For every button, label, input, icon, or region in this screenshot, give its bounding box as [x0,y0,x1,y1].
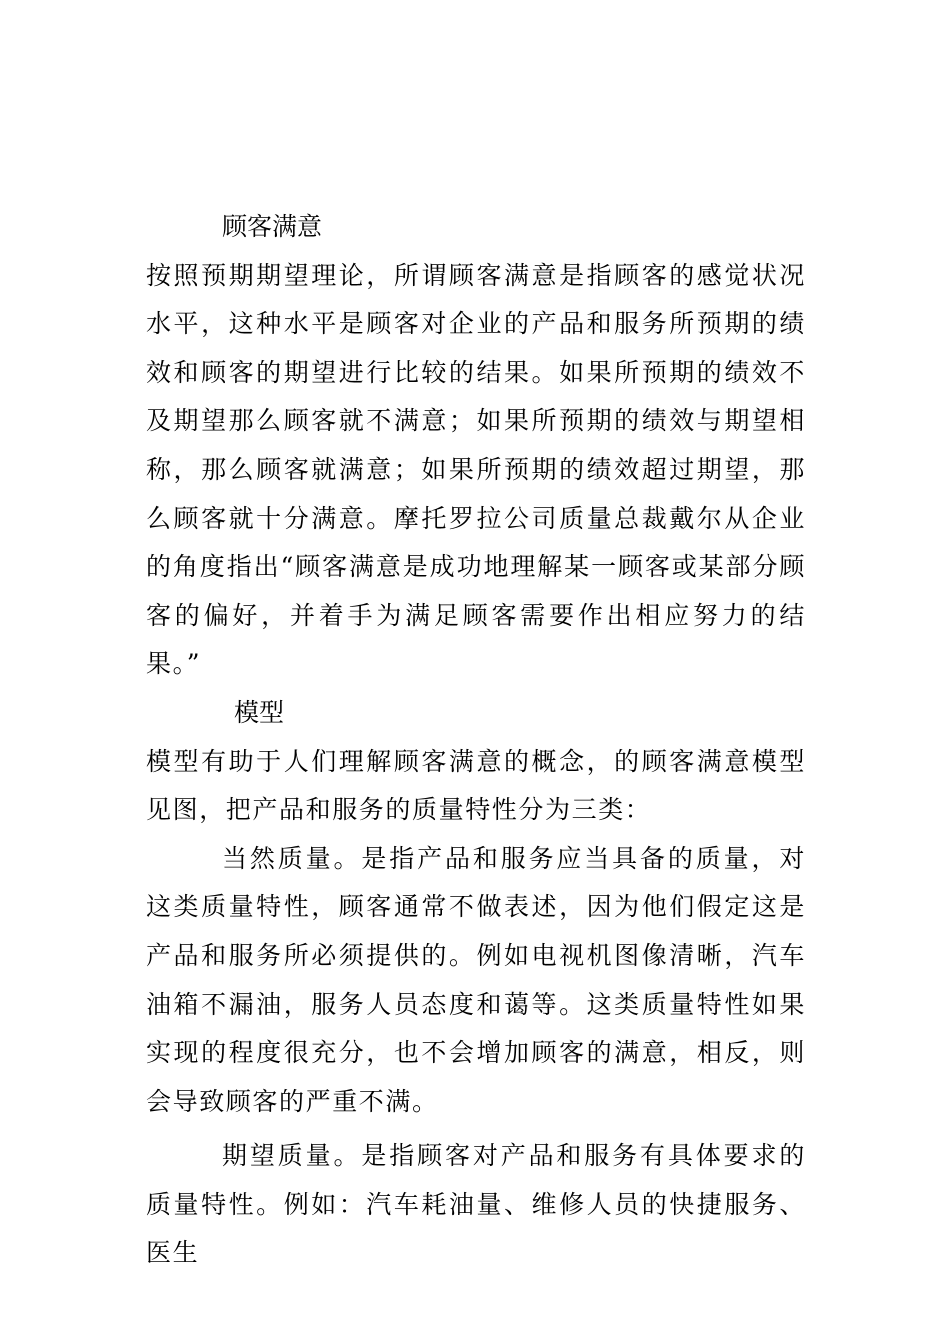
paragraph-model-intro: 模型有助于人们理解顾客满意的概念，的顾客满意模型见图，把产品和服务的质量特性分为三类： [146,746,806,825]
paragraph-customer-satisfaction: 按照预期期望理论，所谓顾客满意是指顾客的感觉状况水平，这种水平是顾客对企业的产品和服务所预期的绩效和顾客的期望进行比较的结果。如果所预期的绩效不及期望那么顾客就不满意；如果所预期的绩效与期望相称，那么顾客就满意；如果所预期的绩效超过期望，那么顾客就十分满意。摩托罗拉公司质量总裁戴尔从企业的角度指出“顾客满意是成功地理解某一顾客或某部分顾客的偏好，并着手为满足顾客需要作出相应努力的结果。” [146,260,806,679]
paragraph-expected-quality: 期望质量。是指顾客对产品和服务有具体要求的质量特性。例如：汽车耗油量、维修人员的快捷服务、医生 [146,1141,806,1268]
section-heading-customer-satisfaction: 顾客满意 [222,212,323,241]
document-body [146,203,806,1278]
paragraph-natural-quality: 当然质量。是指产品和服务应当具备的质量，对这类质量特性，顾客通常不做表述，因为他们假定这是产品和服务所必须提供的。例如电视机图像清晰，汽车油箱不漏油，服务人员态度和蔼等。这类质量特性如果实现的程度很充分，也不会增加顾客的满意，相反，则会导致顾客的严重不满。 [146,843,806,1116]
section-heading-model: 模型 [234,697,285,727]
